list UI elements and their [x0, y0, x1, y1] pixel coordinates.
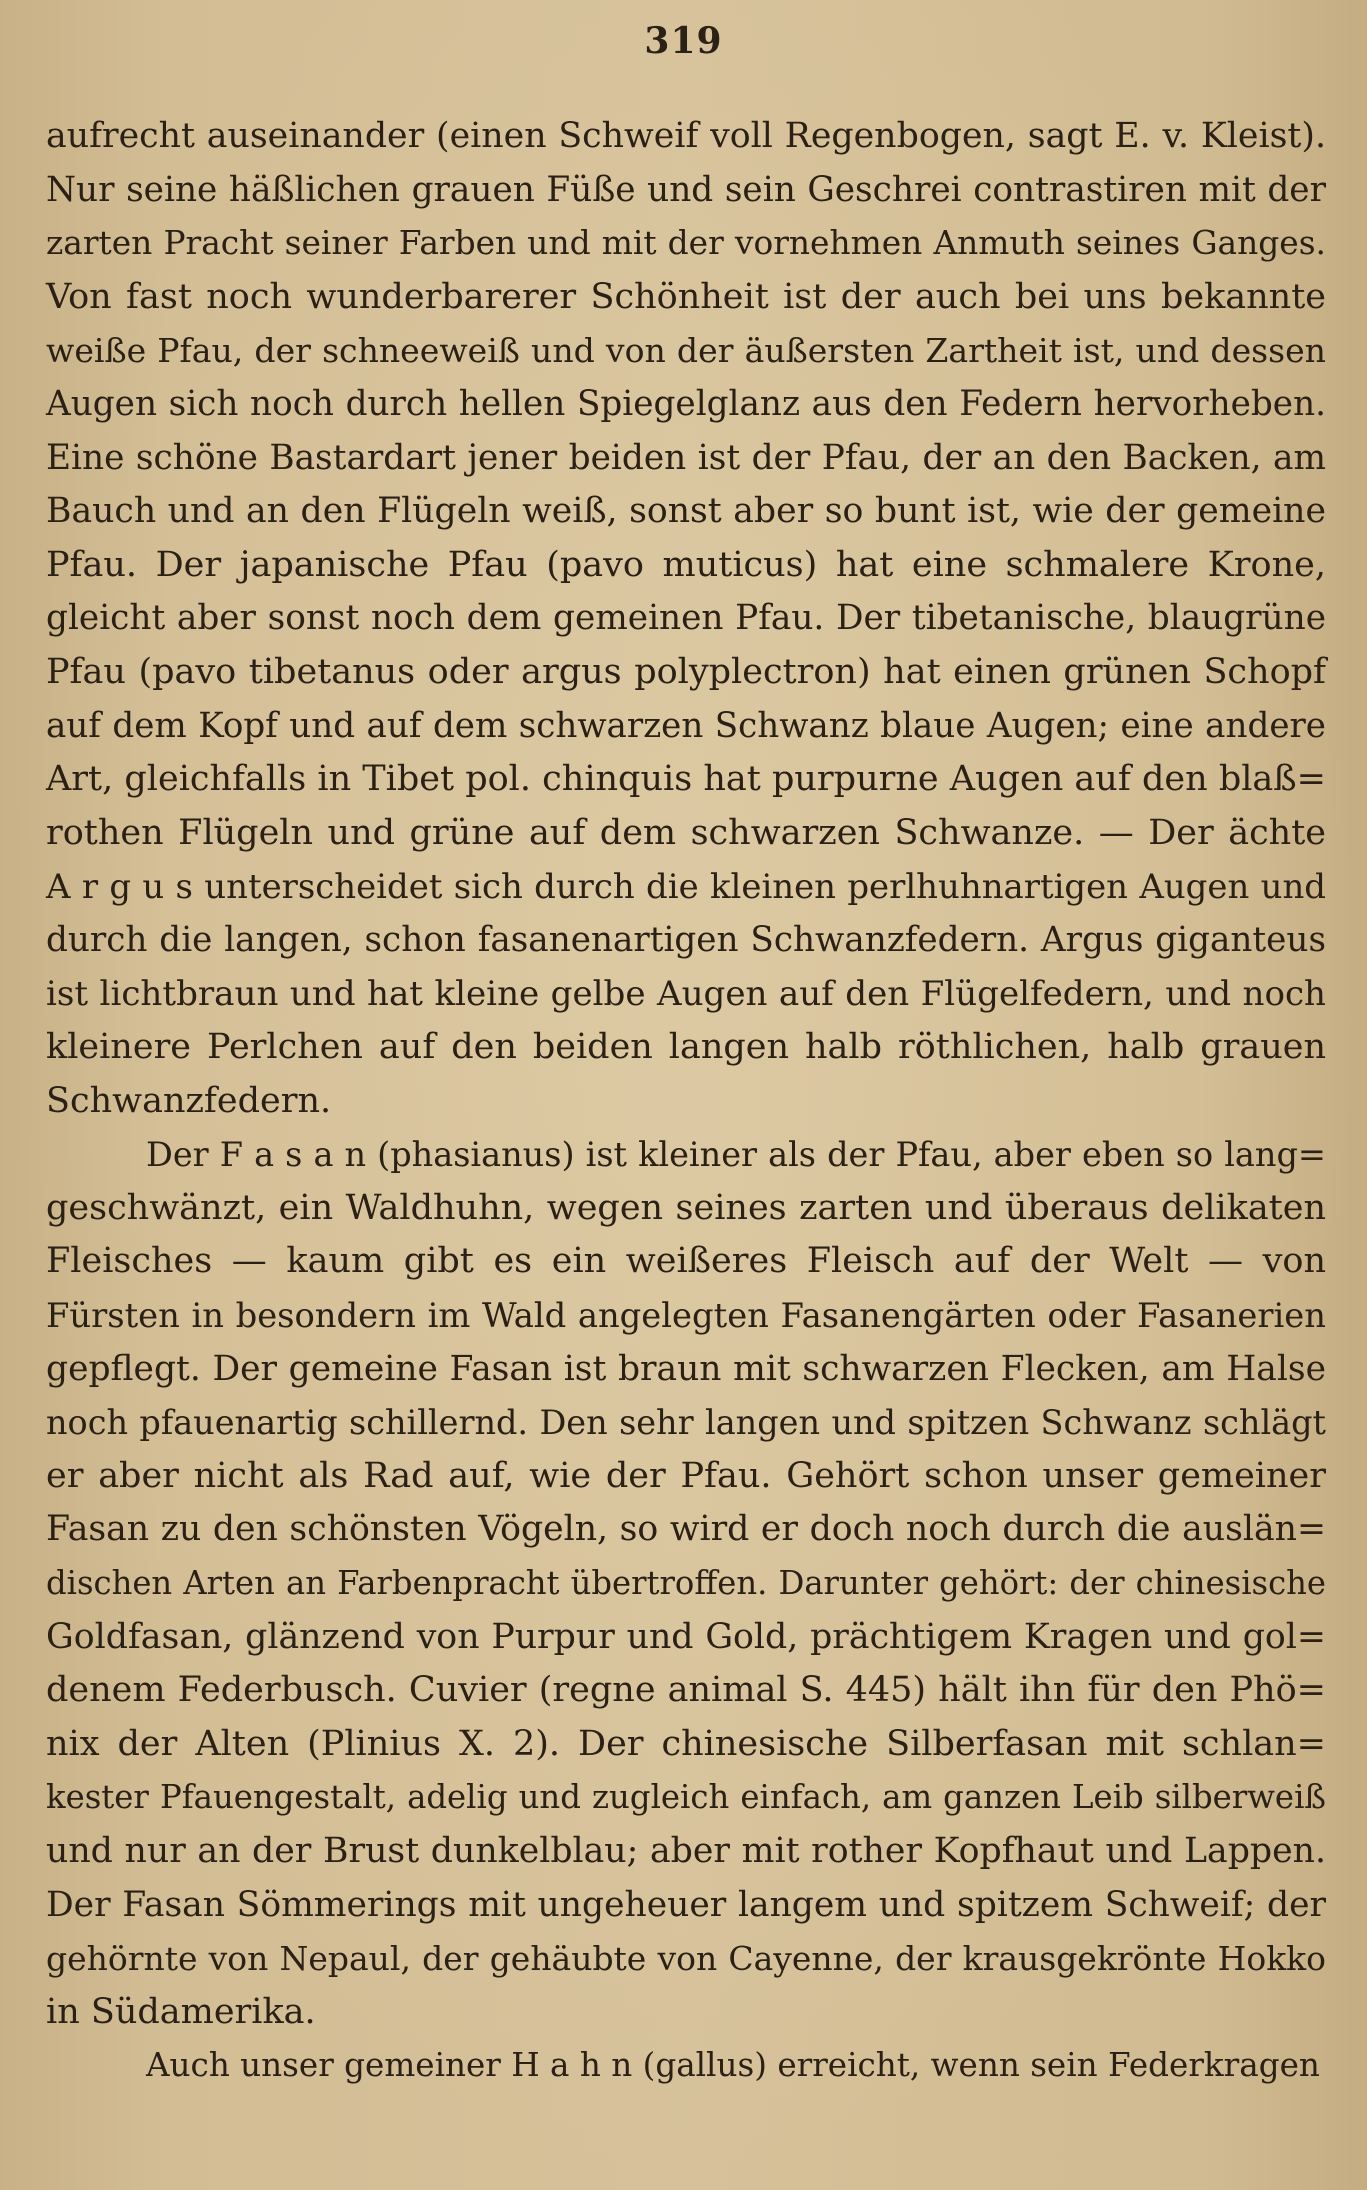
text-line: Der Fasan Sömmerings mit ungeheuer langem und spitzem Schweif; der [46, 1884, 1326, 1925]
text-line: Augen sich noch durch hellen Spiegelglanz aus den Federn hervorheben. [46, 383, 1326, 424]
text-line: er aber nicht als Rad auf, wie der Pfau. Gehört schon unser gemeiner [46, 1455, 1326, 1496]
text-line: gehörnte von Nepaul, der gehäubte von Cayenne, der krausgekrönte Hokko [46, 1939, 1326, 1979]
paragraph [46, 1128, 1326, 2039]
text-line: dischen Arten an Farbenpracht übertroffen. Darunter gehört: der chinesische [46, 1564, 1326, 1603]
body-text [46, 110, 1326, 2093]
text-line: kleinere Perlchen auf den beiden langen halb röthlichen, halb grauen [46, 1027, 1326, 1068]
text-line: auf dem Kopf und auf dem schwarzen Schwanz blaue Augen; eine andere [46, 705, 1326, 746]
text-line: Fleisches — kaum gibt es ein weißeres Fleisch auf der Welt — von [46, 1241, 1326, 1282]
page-number: 319 [644, 20, 723, 62]
text-line: Pfau (pavo tibetanus oder argus polyplectron) hat einen grünen Schopf [46, 651, 1326, 692]
text-line: A r g u s unterscheidet sich durch die kleinen perlhuhnartigen Augen und [46, 867, 1326, 907]
text-line: gleicht aber sonst noch dem gemeinen Pfau. Der tibetanische, blaugrüne [46, 598, 1326, 639]
text-line: und nur an der Brust dunkelblau; aber mit rother Kopfhaut und Lappen. [46, 1831, 1326, 1871]
text-line: gepflegt. Der gemeine Fasan ist braun mit schwarzen Flecken, am Halse [46, 1348, 1326, 1389]
text-line: denem Federbusch. Cuvier (regne animal S. 445) hält ihn für den Phö= [46, 1670, 1326, 1711]
text-line: Nur seine häßlichen grauen Füße und sein Geschrei contrastiren mit der [46, 169, 1326, 210]
text-line: Fürsten in besondern im Wald angelegten Fasanengärten oder Fasanerien [46, 1296, 1326, 1336]
paragraph [46, 110, 1326, 1128]
text-line: weiße Pfau, der schneeweiß und von der äußersten Zartheit ist, und dessen [46, 331, 1326, 371]
text-line: Auch unser gemeiner H a h n (gallus) erreicht, wenn sein Federkragen [146, 2046, 1320, 2085]
text-line: durch die langen, schon fasanenartigen Schwanzfedern. Argus giganteus [46, 919, 1326, 960]
text-line: Art, gleichfalls in Tibet pol. chinquis hat purpurne Augen auf den blaß= [46, 759, 1326, 800]
text-line: Eine schöne Bastardart jener beiden ist der Pfau, der an den Backen, am [46, 437, 1326, 478]
text-line: geschwänzt, ein Waldhuhn, wegen seines zarten und überaus delikaten [46, 1187, 1326, 1228]
paragraph [46, 2039, 1326, 2093]
text-line: in Südamerika. [46, 1991, 316, 2032]
text-line: noch pfauenartig schillernd. Den sehr langen und spitzen Schwanz schlägt [46, 1403, 1326, 1443]
text-line: Schwanzfedern. [46, 1080, 332, 1121]
text-line: Bauch und an den Flügeln weiß, sonst aber so bunt ist, wie der gemeine [46, 491, 1326, 532]
text-line: rothen Flügeln und grüne auf dem schwarzen Schwanze. — Der ächte [46, 812, 1326, 853]
text-line: kester Pfauengestalt, adelig und zugleich einfach, am ganzen Leib silberweiß [46, 1778, 1326, 1817]
text-line: Fasan zu den schönsten Vögeln, so wird er doch noch durch die auslän= [46, 1509, 1326, 1550]
text-line: zarten Pracht seiner Farben und mit der vornehmen Anmuth seines Ganges. [46, 224, 1326, 263]
text-line: aufrecht auseinander (einen Schweif voll Regenbogen, sagt E. v. Kleist). [46, 116, 1326, 156]
text-line: Pfau. Der japanische Pfau (pavo muticus) hat eine schmalere Krone, [46, 544, 1326, 585]
text-line: Von fast noch wunderbarerer Schönheit ist der auch bei uns bekannte [46, 276, 1326, 317]
text-line: nix der Alten (Plinius X. 2). Der chinesische Silberfasan mit schlan= [46, 1723, 1326, 1764]
text-line: Der F a s a n (phasianus) ist kleiner als der Pfau, aber eben so lang= [146, 1135, 1326, 1175]
text-line: ist lichtbraun und hat kleine gelbe Augen auf den Flügelfedern, und noch [46, 973, 1326, 1014]
text-line: Goldfasan, glänzend von Purpur und Gold, prächtigem Kragen und gol= [46, 1616, 1326, 1657]
